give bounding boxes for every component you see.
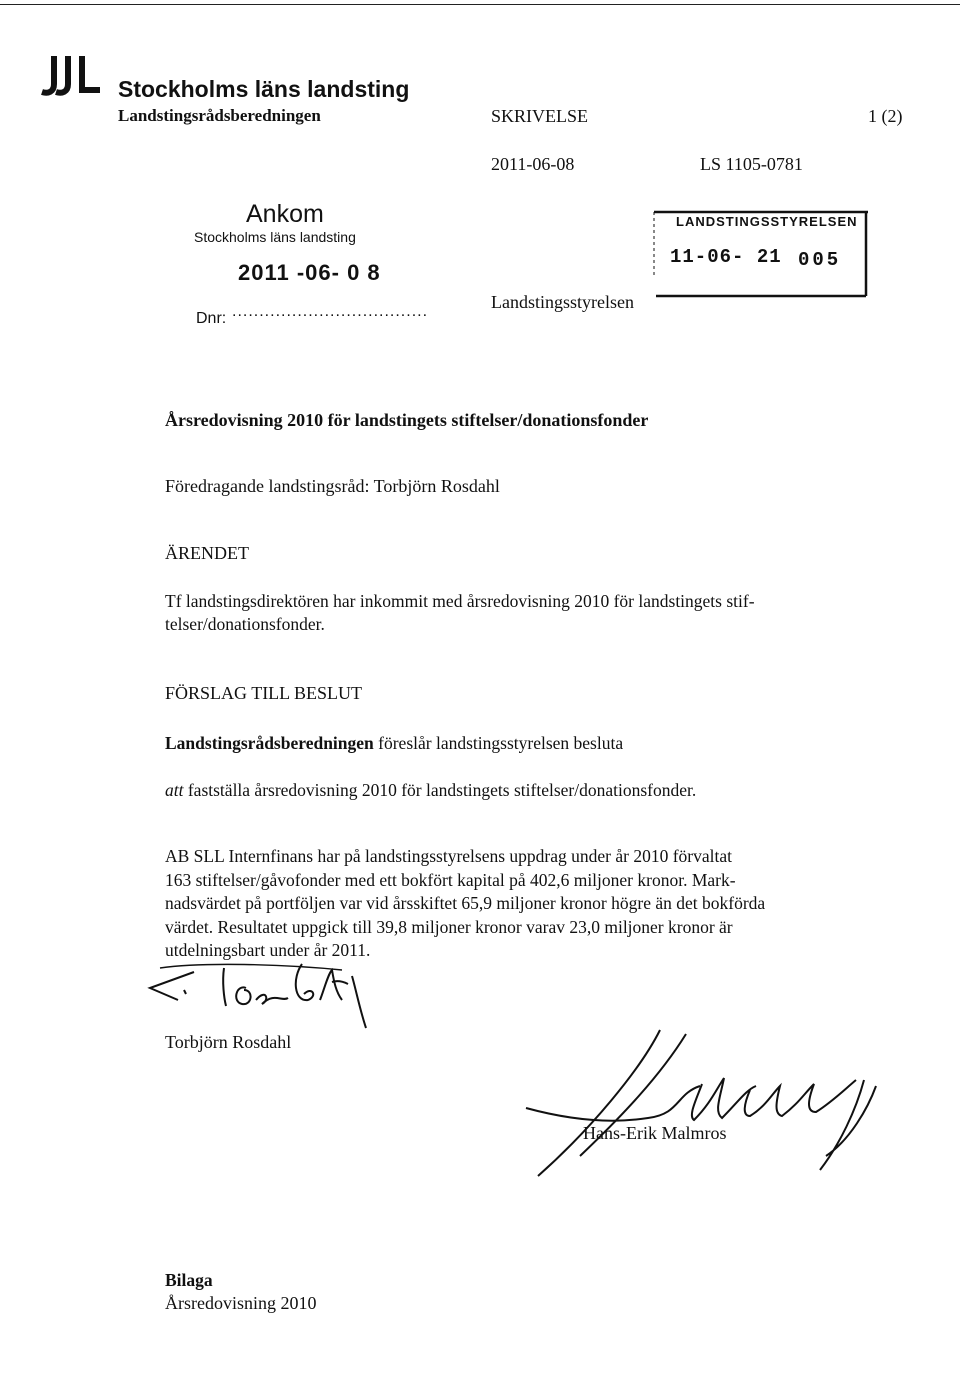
reference-number: LS 1105-0781	[700, 154, 803, 174]
recipient: Landstingsstyrelsen	[491, 292, 634, 312]
registry-stamp-title: LANDSTINGSSTYRELSEN	[676, 214, 858, 229]
proposal-text: föreslår landstingsstyrelsen besluta	[373, 733, 624, 753]
attachment-heading: Bilaga	[165, 1270, 213, 1290]
dnr-dotted-field: ....................................	[232, 303, 429, 320]
top-border-line	[0, 4, 960, 5]
document-type: SKRIVELSE	[491, 106, 589, 126]
section-heading-arendet: ÄRENDET	[165, 543, 249, 563]
proposal-line	[165, 733, 623, 754]
sll-logo-icon	[40, 54, 102, 98]
presenter-line: Föredragande landstingsråd: Torbjörn Rosdahl	[165, 476, 500, 496]
attachment-item: Årsredovisning 2010	[165, 1293, 317, 1313]
organization-name: Stockholms läns landsting	[118, 76, 410, 102]
att-keyword: att	[165, 780, 184, 800]
received-stamp-org: Stockholms läns landsting	[194, 229, 356, 245]
signer-name-1: Torbjörn Rosdahl	[165, 1032, 292, 1052]
body-line: värdet. Resultatet uppgick till 39,8 miljoner kronor varav 23,0 miljoner kronor är	[165, 916, 733, 937]
section-heading-forslag: FÖRSLAG TILL BESLUT	[165, 683, 363, 703]
registry-stamp-number: 005	[798, 249, 842, 271]
body-paragraph	[165, 845, 845, 963]
page-number: 1 (2)	[868, 106, 903, 126]
signer-name-2: Hans-Erik Malmros	[583, 1123, 727, 1143]
signature-torbjorn-rosdahl	[142, 960, 382, 1038]
signature-hans-erik-malmros	[510, 1020, 890, 1180]
proposer-name: Landstingsrådsberedningen	[165, 733, 374, 753]
dnr-label: Dnr:	[196, 310, 227, 327]
registry-stamp-date: 11-06- 21	[670, 246, 782, 268]
received-stamp-date: 2011 -06- 0 8	[238, 260, 381, 285]
received-stamp-title: Ankom	[246, 200, 324, 228]
arendet-text-line: telser/donationsfonder.	[165, 614, 325, 634]
arendet-text-line: Tf landstingsdirektören har inkommit med årsredovisning 2010 för landstingets stif-	[165, 591, 755, 611]
department-name: Landstingsrådsberedningen	[118, 106, 321, 125]
decision-line	[165, 780, 696, 801]
decision-text: fastställa årsredovisning 2010 för landstingets stiftelser/donationsfonder.	[183, 780, 697, 800]
document-heading: Årsredovisning 2010 för landstingets stiftelser/donationsfonder	[165, 410, 649, 430]
body-line: 163 stiftelser/gåvofonder med ett bokfört kapital på 402,6 miljoner kronor. Mark-	[165, 869, 736, 890]
body-line: nadsvärdet på portföljen var vid årsskiftet 65,9 miljoner kronor högre än det bokförda	[165, 893, 766, 913]
body-line: AB SLL Internfinans har på landstingsstyrelsens uppdrag under år 2010 förvaltat	[165, 846, 732, 866]
body-line: utdelningsbart under år 2011.	[165, 940, 371, 960]
document-date: 2011-06-08	[491, 154, 575, 174]
